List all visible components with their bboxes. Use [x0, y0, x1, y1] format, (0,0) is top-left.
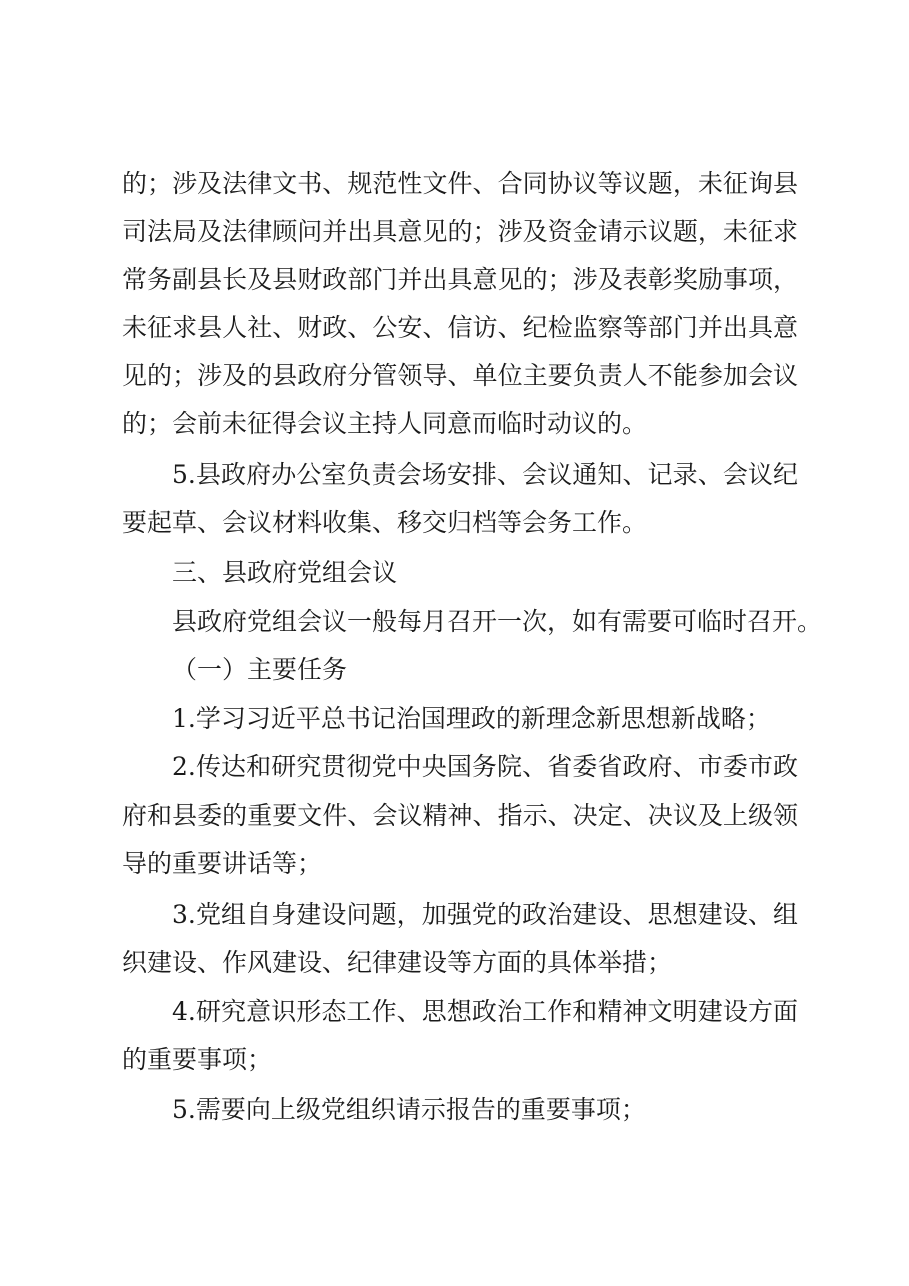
paragraph-line: 县政府党组会议一般每月召开一次，如有需要可临时召开。: [172, 607, 823, 636]
list-item-5: 5.需要向上级党组织请示报告的重要事项；: [172, 1095, 646, 1124]
text-line: 未征求县人社、财政、公安、信访、纪检监察等部门并出具意: [122, 313, 798, 342]
list-item-1: 1.学习习近平总书记治国理政的新理念新思想新战略；: [172, 704, 771, 733]
list-item-4: 4.研究意识形态工作、思想政治工作和精神文明建设方面: [172, 997, 798, 1026]
text-line: 织建设、作风建设、纪律建设等方面的具体举措；: [122, 948, 673, 977]
text-line: 司法局及法律顾问并出具意见的；涉及资金请示议题，未征求: [122, 217, 798, 246]
text-line: 要起草、会议材料收集、移交归档等会务工作。: [122, 508, 648, 537]
text-line: 的；会前未征得会议主持人同意而临时动议的。: [122, 409, 648, 438]
text-line: 的重要事项；: [122, 1045, 273, 1074]
text-line: 见的；涉及的县政府分管领导、单位主要负责人不能参加会议: [122, 361, 798, 390]
text-line: 导的重要讲话等；: [122, 849, 323, 878]
text-line: 府和县委的重要文件、会议精神、指示、决定、决议及上级领: [122, 801, 798, 830]
section-heading: 三、县政府党组会议: [172, 558, 398, 587]
subsection-heading: （一）主要任务: [172, 655, 348, 684]
list-item-2: 2.传达和研究贯彻党中央国务院、省委省政府、市委市政: [172, 752, 798, 781]
text-line: 常务副县长及县财政部门并出具意见的；涉及表彰奖励事项，: [122, 265, 798, 294]
list-item-3: 3.党组自身建设问题，加强党的政治建设、思想建设、组: [172, 900, 798, 929]
text-line: 的；涉及法律文书、规范性文件、合同协议等议题，未征询县: [122, 169, 798, 198]
paragraph-item-5-line: 5.县政府办公室负责会场安排、会议通知、记录、会议纪: [172, 460, 798, 489]
